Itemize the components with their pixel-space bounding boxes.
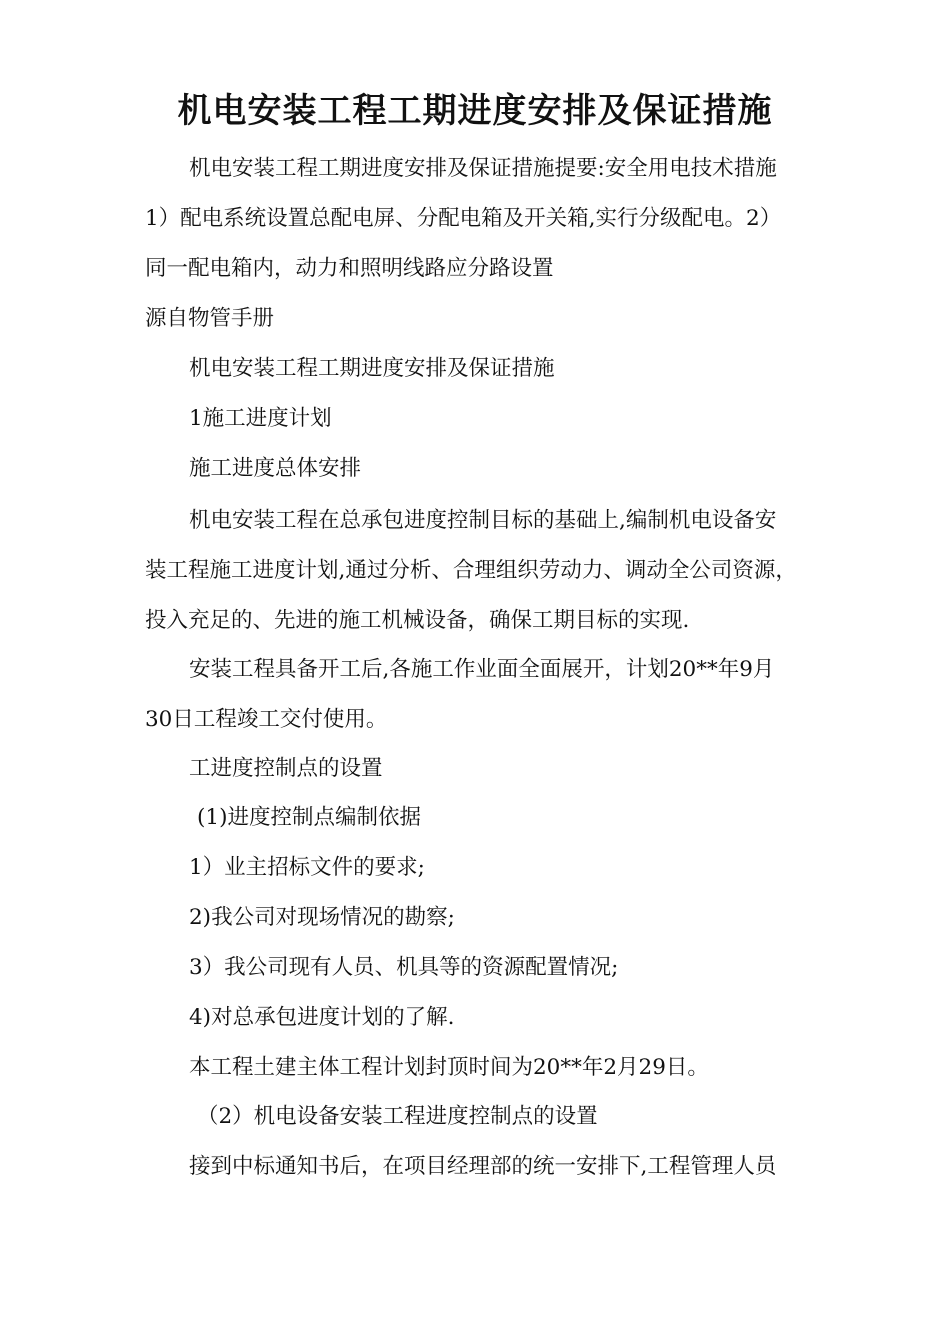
- section-heading: 1施工进度计划: [189, 406, 332, 431]
- paragraph-line: 本工程土建主体工程计划封顶时间为20**年2月29日。: [189, 1055, 709, 1080]
- summary-line: 机电安装工程工期进度安排及保证措施提要:安全用电技术措施: [189, 156, 777, 181]
- summary-line: 同一配电箱内，动力和照明线路应分路设置: [145, 256, 554, 281]
- list-heading: （2）机电设备安装工程进度控制点的设置: [197, 1104, 598, 1129]
- document-title: 机电安装工程工期进度安排及保证措施: [177, 91, 773, 131]
- list-item: 1）业主招标文件的要求;: [189, 855, 425, 880]
- paragraph-line: 安装工程具备开工后,各施工作业面全面展开，计划20**年9月: [189, 657, 775, 682]
- list-item: 3）我公司现有人员、机具等的资源配置情况;: [189, 955, 619, 980]
- list-item: 4)对总承包进度计划的了解.: [189, 1005, 455, 1030]
- paragraph-line: 机电安装工程在总承包进度控制目标的基础上,编制机电设备安: [189, 508, 777, 533]
- summary-line: 1）配电系统设置总配电屏、分配电箱及开关箱,实行分级配电。2）: [145, 206, 782, 231]
- subsection-heading: 施工进度总体安排: [189, 456, 362, 481]
- list-item: 2)我公司对现场情况的勘察;: [189, 905, 455, 930]
- paragraph-line: 接到中标通知书后，在项目经理部的统一安排下,工程管理人员: [189, 1154, 777, 1179]
- paragraph-line: 投入充足的、先进的施工机械设备，确保工期目标的实现.: [145, 608, 690, 633]
- body-heading: 机电安装工程工期进度安排及保证措施: [189, 356, 555, 381]
- list-heading: (1)进度控制点编制依据: [197, 805, 421, 830]
- subsection-heading: 工进度控制点的设置: [189, 756, 383, 781]
- source-line: 源自物管手册: [145, 306, 275, 331]
- paragraph-line: 装工程施工进度计划,通过分析、合理组织劳动力、调动全公司资源，: [145, 558, 797, 583]
- paragraph-line: 30日工程竣工交付使用。: [145, 707, 388, 732]
